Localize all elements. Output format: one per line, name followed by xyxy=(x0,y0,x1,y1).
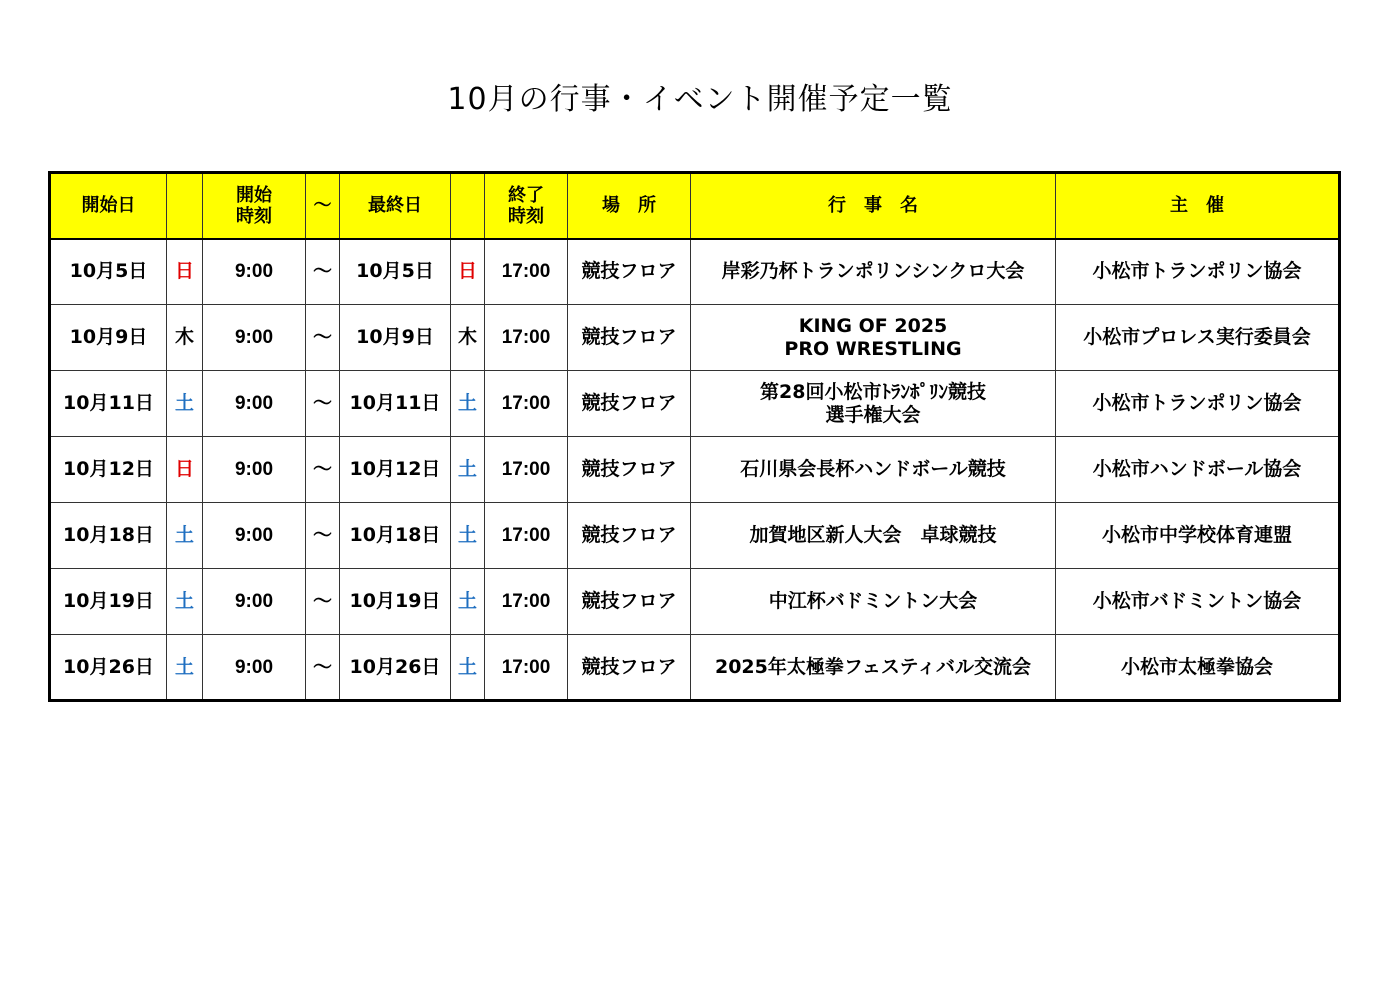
header-start-dow xyxy=(167,173,203,239)
header-organizer: 主 催 xyxy=(1056,173,1340,239)
start-dow-cell: 日 xyxy=(167,239,203,305)
start-date-cell: 10月11日 xyxy=(50,371,167,437)
end-date-cell: 10月11日 xyxy=(340,371,451,437)
start-dow-cell: 土 xyxy=(167,371,203,437)
place-cell: 競技フロア xyxy=(568,635,691,701)
organizer-cell: 小松市ハンドボール協会 xyxy=(1056,437,1340,503)
event-name-cell: 加賀地区新人大会 卓球競技 xyxy=(691,503,1056,569)
header-row xyxy=(50,173,1340,239)
end-time-cell: 17:00 xyxy=(485,371,568,437)
end-date-cell: 10月5日 xyxy=(340,239,451,305)
start-time-cell: 9:00 xyxy=(203,437,306,503)
end-date-cell: 10月26日 xyxy=(340,635,451,701)
place-cell: 競技フロア xyxy=(568,239,691,305)
end-time-cell: 17:00 xyxy=(485,569,568,635)
table-row xyxy=(50,437,1340,503)
tilde-cell: ～ xyxy=(306,635,340,701)
end-dow-cell: 土 xyxy=(451,371,485,437)
tilde-cell: ～ xyxy=(306,239,340,305)
organizer-cell: 小松市バドミントン協会 xyxy=(1056,569,1340,635)
page-title: 10月の行事・イベント開催予定一覧 xyxy=(447,82,953,117)
start-date-cell: 10月5日 xyxy=(50,239,167,305)
end-date-cell: 10月12日 xyxy=(340,437,451,503)
start-dow-cell: 土 xyxy=(167,635,203,701)
place-cell: 競技フロア xyxy=(568,569,691,635)
event-name-cell: 2025年太極拳フェスティバル交流会 xyxy=(691,635,1056,701)
start-time-cell: 9:00 xyxy=(203,503,306,569)
organizer-cell: 小松市トランポリン協会 xyxy=(1056,239,1340,305)
end-date-cell: 10月9日 xyxy=(340,305,451,371)
end-date-cell: 10月19日 xyxy=(340,569,451,635)
header-end-date: 最終日 xyxy=(340,173,451,239)
end-time-cell: 17:00 xyxy=(485,503,568,569)
place-cell: 競技フロア xyxy=(568,305,691,371)
table-row xyxy=(50,503,1340,569)
event-name-cell: KING OF 2025 PRO WRESTLING xyxy=(691,305,1056,371)
event-schedule-table xyxy=(48,171,1341,702)
place-cell: 競技フロア xyxy=(568,503,691,569)
start-time-cell: 9:00 xyxy=(203,371,306,437)
organizer-cell: 小松市トランポリン協会 xyxy=(1056,371,1340,437)
header-start-date: 開始日 xyxy=(50,173,167,239)
end-time-cell: 17:00 xyxy=(485,437,568,503)
tilde-cell: ～ xyxy=(306,437,340,503)
event-name-cell: 岸彩乃杯トランポリンシンクロ大会 xyxy=(691,239,1056,305)
end-date-cell: 10月18日 xyxy=(340,503,451,569)
end-time-cell: 17:00 xyxy=(485,635,568,701)
tilde-cell: ～ xyxy=(306,371,340,437)
start-time-cell: 9:00 xyxy=(203,305,306,371)
start-date-cell: 10月18日 xyxy=(50,503,167,569)
end-dow-cell: 木 xyxy=(451,305,485,371)
header-place: 場 所 xyxy=(568,173,691,239)
tilde-cell: ～ xyxy=(306,503,340,569)
organizer-cell: 小松市プロレス実行委員会 xyxy=(1056,305,1340,371)
table-row xyxy=(50,239,1340,305)
start-dow-cell: 木 xyxy=(167,305,203,371)
end-time-cell: 17:00 xyxy=(485,305,568,371)
start-date-cell: 10月9日 xyxy=(50,305,167,371)
start-date-cell: 10月12日 xyxy=(50,437,167,503)
end-dow-cell: 土 xyxy=(451,569,485,635)
place-cell: 競技フロア xyxy=(568,371,691,437)
header-start-time: 開始 時刻 xyxy=(203,173,306,239)
table-row xyxy=(50,635,1340,701)
table-row xyxy=(50,569,1340,635)
end-dow-cell: 土 xyxy=(451,503,485,569)
tilde-cell: ～ xyxy=(306,305,340,371)
table-row xyxy=(50,371,1340,437)
header-event: 行 事 名 xyxy=(691,173,1056,239)
organizer-cell: 小松市中学校体育連盟 xyxy=(1056,503,1340,569)
end-dow-cell: 土 xyxy=(451,437,485,503)
start-time-cell: 9:00 xyxy=(203,635,306,701)
start-time-cell: 9:00 xyxy=(203,239,306,305)
tilde-cell: ～ xyxy=(306,569,340,635)
end-dow-cell: 土 xyxy=(451,635,485,701)
start-dow-cell: 土 xyxy=(167,503,203,569)
organizer-cell: 小松市太極拳協会 xyxy=(1056,635,1340,701)
start-date-cell: 10月26日 xyxy=(50,635,167,701)
place-cell: 競技フロア xyxy=(568,437,691,503)
end-time-cell: 17:00 xyxy=(485,239,568,305)
header-tilde: ～ xyxy=(306,173,340,239)
header-end-dow xyxy=(451,173,485,239)
table-row xyxy=(50,305,1340,371)
header-end-time: 終了 時刻 xyxy=(485,173,568,239)
event-name-cell: 第28回小松市ﾄﾗﾝﾎﾟﾘﾝ競技 選手権大会 xyxy=(691,371,1056,437)
start-time-cell: 9:00 xyxy=(203,569,306,635)
start-dow-cell: 土 xyxy=(167,569,203,635)
end-dow-cell: 日 xyxy=(451,239,485,305)
start-dow-cell: 日 xyxy=(167,437,203,503)
event-name-cell: 中江杯バドミントン大会 xyxy=(691,569,1056,635)
start-date-cell: 10月19日 xyxy=(50,569,167,635)
event-name-cell: 石川県会長杯ハンドボール競技 xyxy=(691,437,1056,503)
